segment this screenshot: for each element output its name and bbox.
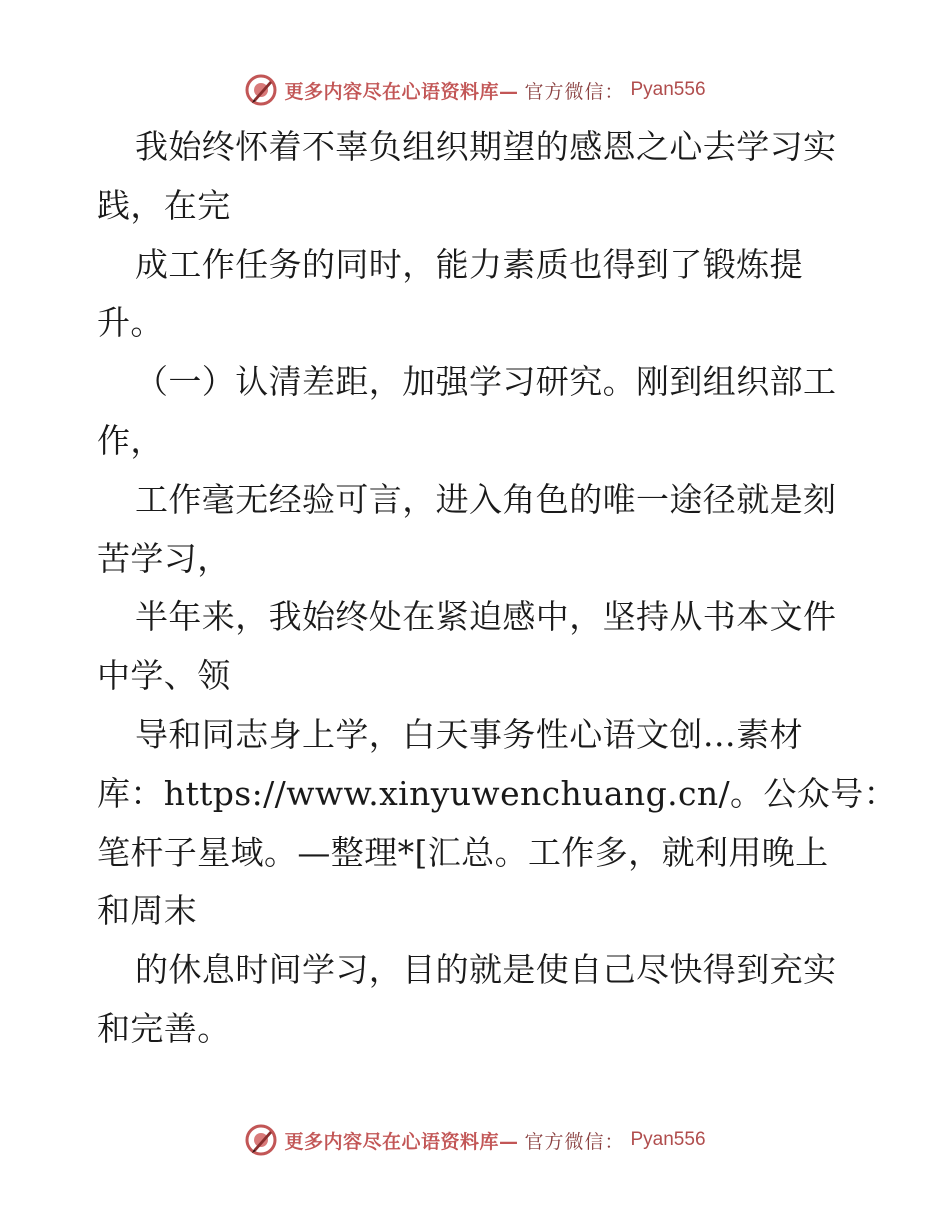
body-line: 工作毫无经验可言，进入角色的唯一途径就是刻 bbox=[135, 479, 837, 519]
pen-logo-icon bbox=[244, 73, 278, 107]
body-line: （一）认清差距，加强学习研究。刚到组织部工 bbox=[135, 362, 837, 402]
body-line: 和周末 bbox=[97, 891, 198, 931]
header-wechat-id: Pyan556 bbox=[630, 79, 706, 100]
footer-slogan: 更多内容尽在心语资料库— bbox=[284, 1130, 519, 1153]
body-line: 我始终怀着不辜负组织期望的感恩之心去学习实 bbox=[135, 127, 837, 166]
header-banner bbox=[0, 70, 950, 110]
body-line: 和完善。 bbox=[97, 1008, 231, 1048]
body-line: 笔杆子星域。—整理*[汇总。工作多，就利用晚上 bbox=[97, 832, 829, 872]
body-line: 中学、领 bbox=[97, 656, 231, 696]
body-line: 践，在完 bbox=[97, 185, 231, 225]
body-line: 成工作任务的同时，能力素质也得到了锻炼提 bbox=[135, 244, 803, 284]
footer-wechat-label: 官方微信： bbox=[524, 1130, 625, 1153]
body-line: 作， bbox=[97, 420, 164, 460]
body-line: 升。 bbox=[97, 303, 164, 343]
footer-banner bbox=[0, 1120, 950, 1160]
body-line: 苦学习， bbox=[97, 538, 231, 578]
header-wechat-label: 官方微信： bbox=[524, 80, 625, 103]
header-slogan: 更多内容尽在心语资料库— bbox=[284, 80, 519, 103]
footer-wechat-id: Pyan556 bbox=[630, 1129, 706, 1150]
body-line: 导和同志身上学，白天事务性心语文创…素材 bbox=[135, 714, 803, 754]
body-line: 库：https://www.xinyuwenchuang.cn/。公众号： bbox=[97, 773, 898, 813]
body-line: 的休息时间学习，目的就是使自己尽快得到充实 bbox=[135, 950, 837, 990]
document-body bbox=[97, 118, 898, 1059]
body-line: 半年来，我始终处在紧迫感中，坚持从书本文件 bbox=[135, 597, 837, 637]
pen-logo-icon bbox=[244, 1123, 278, 1157]
